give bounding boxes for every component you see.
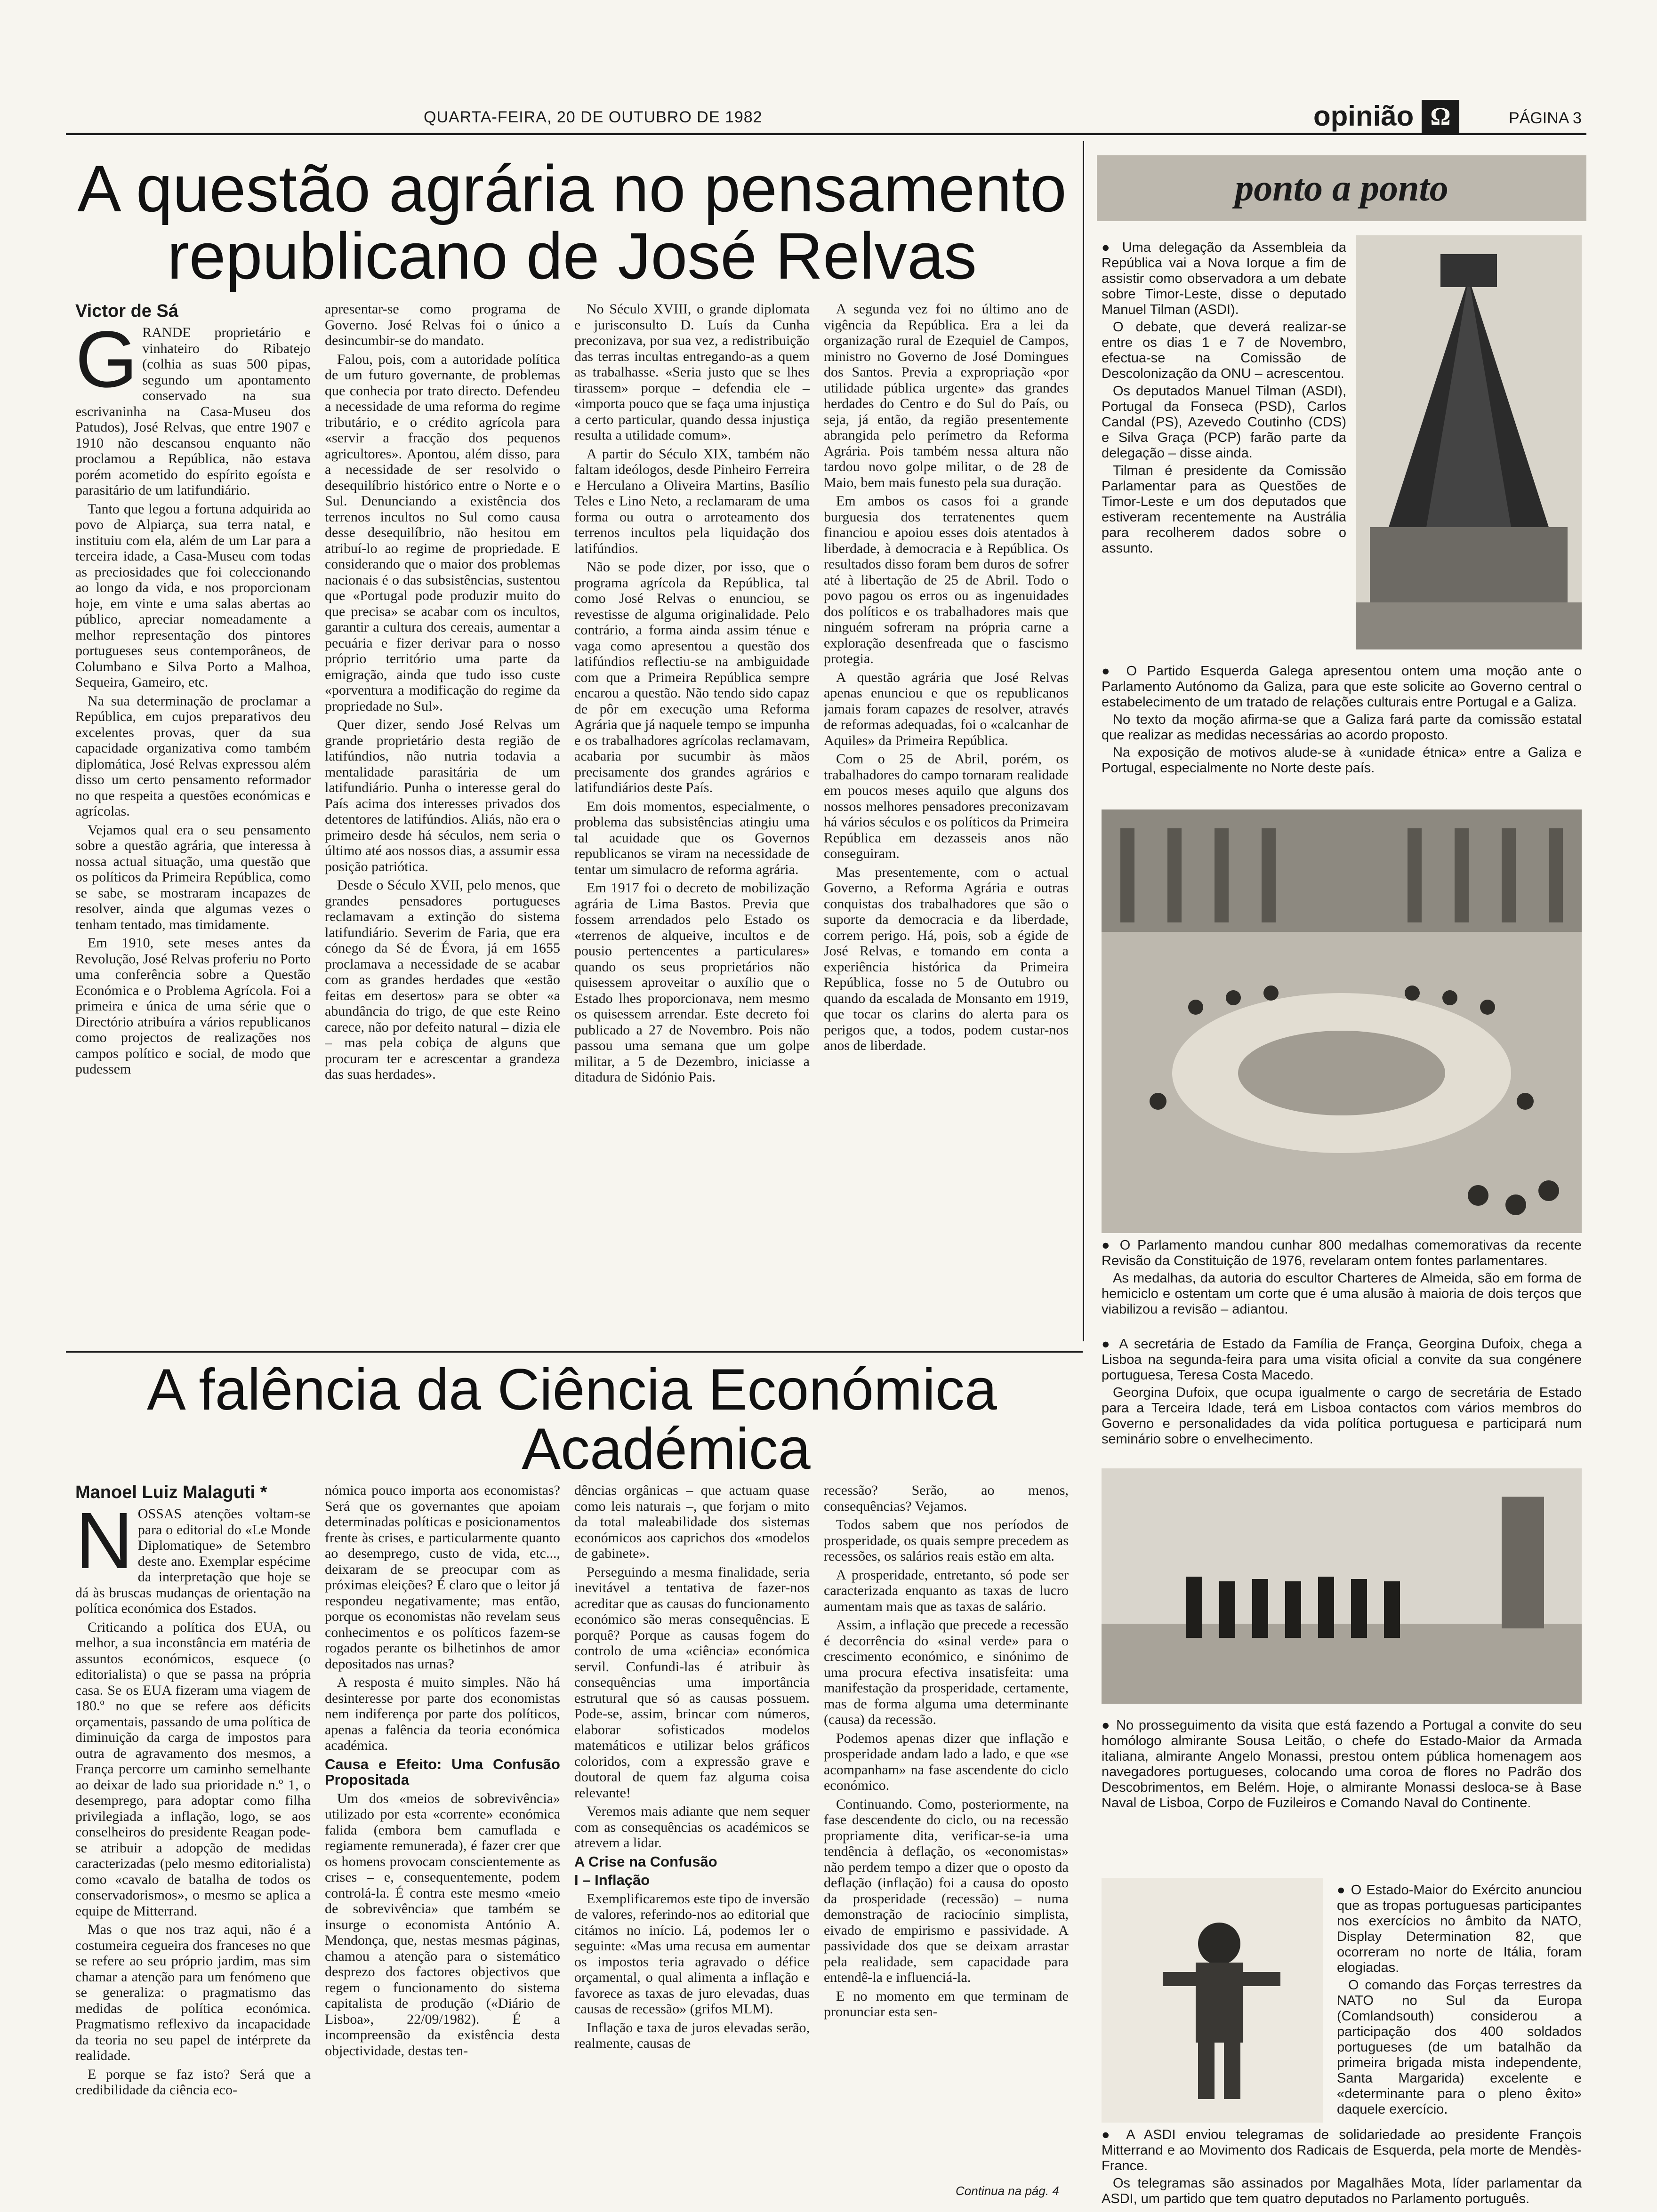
- article1-title-line1: A questão agrária no pensamento: [77, 152, 1067, 225]
- paragraph: ● O Parlamento mandou cunhar 800 medalhas comemorativas da recente Revisão da Constituição de 1976, revelaram ontem fontes parlamentares.: [1102, 1238, 1582, 1268]
- ceremony-photo-icon: [1102, 1468, 1582, 1704]
- monument-photo-icon: [1356, 235, 1582, 649]
- section-logo-icon: Ω: [1422, 100, 1459, 133]
- paragraph: ● Uma delegação da Assembleia da República vai a Nova Iorque a fim de assistir como observadora a um debate sobre Timor-Leste, disse o deputado Manuel Tilman (ASDI).: [1102, 240, 1346, 317]
- paragraph: Em 1910, sete meses antes da Revolução, José Relvas proferiu no Porto uma conferência sobre a Questão Económica e o Problema Agrícola. Foi a primeira e única de uma série que o Directório atribuíra a vários republicanos como projectos de realizações nos campos político e social, de modo que pudessem: [75, 935, 311, 1077]
- article2-column-4: [824, 1483, 1069, 2179]
- photo-parliament: [1102, 809, 1582, 1233]
- parliament-photo-icon: [1102, 809, 1582, 1233]
- paragraph: ● O Partido Esquerda Galega apresentou ontem uma moção ante o Parlamento Autónomo da Galiza, para que este solicite ao Governo central o estabelecimento de um tratado de relações culturais entre Portugal e a Galiza.: [1102, 664, 1582, 710]
- paragraph: Falou, pois, com a autoridade política de um futuro governante, de problemas que conhecia por trato directo. Defendeu a necessidade de uma reforma do regime tributário, e o crédito agrícola para «servir a fracção dos pequenos agricultores». Apontou, além disso, para a necessidade de ser resolvido o desequilíbrio histórico entre o Norte e o Sul. Denunciando a existência dos terrenos incultos no Sul como causa desse desequilíbrio, não hesitou em atribuí-lo ao regime de propriedade. E considerando que o maior dos problemas nacionais é o das subsistências, sustentou que «Portugal pode produzir muito do que precisa» se acabar com os incultos, garantir a cultura dos cereais, aumentar a pecuária e fizer derivar para o nosso próprio território uma parte da emigração, ainda que tudo isso custe «porventura a modificação do regime da propriedade no Sul».: [325, 351, 560, 714]
- photo-parachutist: [1102, 1878, 1323, 2123]
- subheading: Causa e Efeito: Uma Confusão Propositada: [325, 1755, 560, 1788]
- paragraph: Quer dizer, sendo José Relvas um grande proprietário desta região de latifúndios, não nutria todavia a mentalidade parasitária de um latifundiário. Punha o interesse geral do País acima dos interesses privados dos detentores de latifúndios. Aliás, não era o primeiro desde há séculos, nem seria o último até aos nossos dias, a assumir essa posição patriótica.: [325, 717, 560, 874]
- section-name: opinião: [1313, 100, 1414, 132]
- article1-title-line2: republicano de José Relvas: [167, 218, 977, 293]
- paragraph: ● A ASDI enviou telegramas de solidariedade ao presidente François Mitterrand e ao Movimento dos Radicais de Esquerda, pela morte de Mendès-France.: [1102, 2127, 1582, 2173]
- paragraph: Podemos apenas dizer que inflação e prosperidade andam lado a lado, e que «se acompanham» na fase ascendente do ciclo económico.: [824, 1730, 1069, 1793]
- paragraph: A resposta é muito simples. Não há desinteresse por parte dos economistas nem indiferença por parte dos políticos, apenas a falência da teoria económica académica.: [325, 1675, 560, 1753]
- sidebar-item-1: [1102, 240, 1346, 645]
- paragraph: nómica pouco importa aos economistas? Será que os governantes que apoiam determinadas políticas e posicionamentos frente às crises, e particularmente quanto ao desemprego, custo de vida, etc..., deixaram de se preocupar com as próximas eleições? É claro que o leitor já respondeu negativamente; mas então, porque os economistas não revelam seus conhecimentos e os políticos fazem-se rogados perante os bilhetinhos de amor depositados nas urnas?: [325, 1483, 560, 1672]
- paragraph: ● O Estado-Maior do Exército anunciou que as tropas portuguesas participantes nos exercícios no âmbito da NATO, Display Determination 82, que ocorreram no norte de Itália, foram elogiadas.: [1337, 1883, 1582, 1975]
- article-separator: [66, 1351, 1083, 1353]
- paragraph: dências orgânicas – que actuam quase como leis naturais –, que forjam o mito da total maleabilidade dos sistemas económicos aos caprichos dos «modelos de gabinete».: [574, 1483, 810, 1561]
- paragraph: RANDE proprietário e vinhateiro do Ribatejo (colhia as suas 500 pipas, segundo um apontamento conservado na sua escrivaninha na Casa-Museu dos Patudos), José Relvas, que entre 1907 e 1910 não descansou enquanto não proclamou a República, não estava porém acometido do espírito egoísta e parasitário de um latifundiário.: [75, 325, 311, 498]
- paragraph: Vejamos qual era o seu pensamento sobre a questão agrária, que interessa à nossa actual situação, uma questão que os políticos da Primeira República, como se sabe, se mostraram incapazes de resolver, ainda que algumas vezes o tenham tentado, mas timidamente.: [75, 822, 311, 932]
- paragraph: Exemplificaremos este tipo de inversão de valores, referindo-nos ao editorial que citámos no início. Lá, podemos ler o seguinte: «Mas uma recusa em aumentar os impostos teria agravado o défice orçamental, o qual alimenta a inflação e favorece as taxas de juro elevadas, duas causas de recessão» (grifos MLM).: [574, 1891, 810, 2017]
- article2-title-line2: Académica: [522, 1417, 811, 1482]
- paragraph: Um dos «meios de sobrevivência» utilizado por esta «corrente» económica falida (embora bem camuflada e regiamente remunerada), é fazer crer que os homens provocam conscientemente as crises – e, consequentemente, podem controlá-la. É contra este mesmo «meio de sobrevivência» que também se insurge o economista António A. Mendonça, que, nestas mesmas páginas, chamou a atenção para o sistemático desprezo dos factores objectivos que regem o funcionamento do sistema capitalista de produção («Diário de Lisboa», 22/09/1982). É a incompreensão da existência desta objectividade, destas ten-: [325, 1790, 560, 2059]
- article1-column-4: [824, 301, 1069, 1346]
- bullet-icon: ●: [1337, 1883, 1351, 1898]
- article2-column-1: [75, 1506, 311, 2203]
- paragraph: A segunda vez foi no último ano de vigência da República. Era a lei da organização rural de Ezequiel de Campos, ministro no Governo de José Domingues dos Santos. Previa a expropriação «por utilidade pública urgente» das grandes herdades do Centro e do Sul do País, ou seja, já então, da região presentemente abrangida pelo perímetro da Reforma Agrária. Pois também nessa altura não tardou novo golpe militar, o de 28 de Maio, bem mais funesto pela sua duração.: [824, 301, 1069, 490]
- sidebar-title: ponto a ponto: [1235, 168, 1448, 209]
- paragraph: Tilman é presidente da Comissão Parlamentar para as Questões de Timor-Leste e um dos deputados que estiveram recentemente na Austrália para recolherem dados sobre o assunto.: [1102, 463, 1346, 556]
- dropcap: N: [75, 1506, 133, 1586]
- parachutist-photo-icon: [1102, 1878, 1323, 2123]
- paragraph: Perseguindo a mesma finalidade, seria inevitável a tentativa de fazer-nos acreditar que as causas do funcionamento económico são meras consequências. E porquê? Porque as causas fogem do controlo de uma «ciência» económica servil. Confundi-las é atribuir às consequências uma importância estrutural que só as causas possuem. Pode-se, assim, brincar com números, elaborar sofisticados modelos matemáticos e utilizar belos gráficos coloridos, com a expressão grave e doutoral de quem faz alguma coisa relevante!: [574, 1564, 810, 1801]
- paragraph: Tanto que legou a fortuna adquirida ao povo de Alpiarça, sua terra natal, e instituiu com ela, além de um Lar para a terceira idade, a Casa-Museu com todas as preciosidades que foi coleccionando ao longo da vida, e nos proporcionam hoje, em vinte e uma salas abertas ao público, apreciar nomeadamente a melhor representação dos pintores portugueses seus contemporâneos, de Columbano e Silva Porto a Malhoa, Sequeira, Gameiro, etc.: [75, 501, 311, 690]
- paragraph: A prosperidade, entretanto, só pode ser caracterizada enquanto as taxas de lucro aumentam mais que as taxas de salário.: [824, 1567, 1069, 1614]
- paragraph: Georgina Dufoix, que ocupa igualmente o cargo de secretária de Estado para a Terceira Idade, terá em Lisboa contactos com vários membros do Governo e personalidades da vida política portuguesa e participará num seminário sobre o envelhecimento.: [1102, 1385, 1582, 1447]
- paragraph: apresentar-se como programa de Governo. José Relvas foi o único a desincumbir-se do mandato.: [325, 301, 560, 348]
- paragraph: A partir do Século XIX, também não faltam ideólogos, desde Pinheiro Ferreira e Herculano a Oliveira Martins, Basílio Teles e Lino Neto, a reclamaram de uma forma ou outra o arroteamento dos terrenos incultos pela liquidação dos latifúndios.: [574, 446, 810, 556]
- sidebar-item-3: [1102, 1238, 1582, 1327]
- article2-author: Manoel Luiz Malaguti *: [75, 1483, 267, 1502]
- article1-column-2: [325, 301, 560, 1346]
- paragraph: Na exposição de motivos alude-se à «unidade étnica» entre a Galiza e Portugal, especialmente no Norte deste país.: [1102, 745, 1582, 776]
- paragraph: O debate, que deverá realizar-se entre os dias 1 e 7 de Novembro, efectua-se na Comissão de Descolonização da ONU – acrescentou.: [1102, 320, 1346, 381]
- paragraph: Os telegramas são assinados por Magalhães Mota, líder parlamentar da ASDI, um partido que tem quatro deputados no Parlamento português.: [1102, 2176, 1582, 2206]
- paragraph: Mas o que nos traz aqui, não é a costumeira cegueira dos franceses no que se refere ao seu próprio jardim, mas sim chamar a atenção para um fenómeno que se generaliza: o pragmatismo das medidas de política económica. Pragmatismo reflexivo da incapacidade da teoria no seu papel de intérprete da realidade.: [75, 1922, 311, 2063]
- paragraph: Todos sabem que nos períodos de prosperidade, os quais sempre precedem as recessões, os salários reais estão em alta.: [824, 1517, 1069, 1564]
- bullet-icon: ●: [1102, 664, 1126, 679]
- bullet-icon: ●: [1102, 2127, 1126, 2142]
- paragraph: Criticando a política dos EUA, ou melhor, a sua inconstância em matéria de assuntos económicos, esquece (o editorialista) o que se passa na própria casa. Se os EUA fizeram uma viagem de 180.º no que se refere aos déficits orçamentais, passando de uma política de diminuição da carga de impostos para outra de agravamento dos mesmos, a França percorre um caminho semelhante ao deixar de lado sua prioridade n.º 1, o desemprego, para adoptar como filha privilegiada a inflação, logo, se aos conselheiros do presidente Reagan pode-se atribuir a adopção de medidas caracterizadas (pelo mesmo editorialista) como «cavalo de batalha de todos os conservadorismos», o mesmo se aplica a equipe de Mitterrand.: [75, 1619, 311, 1919]
- paragraph: Mas presentemente, com o actual Governo, a Reforma Agrária e outras conquistas dos trabalhadores que são o suporte da democracia e da liberdade, correm perigo. Há, pois, sob a égide de José Relvas, e tomando em conta a experiência histórica da Primeira República, fosse no 5 de Outubro ou quando da escalada de Monsanto em 1919, que tocar os clarins do alerta para os perigos que, a todos, podem custar-nos anos de liberdade.: [824, 864, 1069, 1053]
- photo-ceremony: [1102, 1468, 1582, 1704]
- subheading: A Crise na Confusão: [574, 1853, 717, 1870]
- paragraph: Continuando. Como, posteriormente, na fase descendente do ciclo, ou na recessão propriamente dita, verificar-se-ia uma tendência à deflação, os «economistas» não perdem tempo a dizer que o oposto da deflação (inflação) foi a causa do oposto da prosperidade (recessão) – numa demonstração de raciocínio simplista, eivado de empirismo e passividade. A passividade dos que se deixam arrastar pela realidade, sem capacidade para entendê-la e influenciá-la.: [824, 1796, 1069, 1985]
- paragraph: Em ambos os casos foi a grande burguesia dos terratenentes quem financiou e apoiou esses dois atentados à liberdade, à democracia e à República. Os resultados disso foram bem duros de sofrer até à libertação de 25 de Abril. Todo o povo pagou os erros ou as ingenuidades dos políticos e os trabalhadores mais que ninguém sofreram na própria carne a exploração desenfreada que o fascismo protegia.: [824, 493, 1069, 666]
- page-date: QUARTA-FEIRA, 20 DE OUTUBRO DE 1982: [424, 108, 763, 126]
- article1-column-3: [574, 301, 810, 1346]
- paragraph: Inflação e taxa de juros elevadas serão, realmente, causas de: [574, 2020, 810, 2051]
- paragraph: OSSAS atenções voltam-se para o editorial do «Le Monde Diplomatique» de Setembro deste ano. Exemplar espécime da interpretação que hoje se dá às bruscas mudanças de orientação na política económica dos Estados.: [75, 1506, 311, 1616]
- sidebar-item-4: [1102, 1337, 1582, 1468]
- bullet-icon: ●: [1102, 1238, 1120, 1253]
- paragraph: O comando das Forças terrestres da NATO no Sul da Europa (Comlandsouth) considerou a participação dos 400 soldados portugueses (de um batalhão da primeira brigada mista independente, Santa Margarida) excelente e «determinante para o pleno êxito» daquele exercício.: [1337, 1978, 1582, 2117]
- article1-author: Victor de Sá: [75, 301, 178, 321]
- page-number: PÁGINA 3: [1509, 109, 1582, 127]
- sidebar-item-2: [1102, 664, 1582, 805]
- bullet-icon: ●: [1102, 240, 1122, 255]
- article1-column-1: [75, 325, 311, 1346]
- paragraph: Em dois momentos, especialmente, o problema das subsistências atingiu uma tal acuidade que os Governos republicanos se viram na necessidade de tentar um simulacro de reforma agrária.: [574, 798, 810, 877]
- paragraph: recessão? Serão, ao menos, consequências? Vejamos.: [824, 1483, 1069, 1514]
- sidebar-item-5: [1102, 1718, 1582, 1887]
- paragraph: Desde o Século XVII, pelo menos, que grandes pensadores portugueses reclamavam a extinção do sistema latifundiário. Severim de Faria, que era cónego da Sé de Évora, já em 1655 proclamava a necessidade de se acabar com as grandes herdades que «estão feitas em desertos» para se obter «a abundância do trigo, de que este Reino carece, não por defeito natural – dizia ele – mas pela cobiça de alguns que procuram ter e acrescentar a grandeza das suas herdades».: [325, 877, 560, 1082]
- paragraph: No texto da moção afirma-se que a Galiza fará parte da comissão estatal que realizar as medidas necessárias ao acordo proposto.: [1102, 712, 1582, 743]
- bullet-icon: ●: [1102, 1718, 1117, 1733]
- sidebar-title-box: [1097, 155, 1586, 221]
- paragraph: ● No prosseguimento da visita que está fazendo a Portugal a convite do seu homólogo almirante Sousa Leitão, o chefe do Estado-Maior da Armada italiana, almirante Angelo Monassi, prestou ontem pública homenagem aos navegadores portugueses, colocando uma coroa de flores no Padrão dos Descobrimentos, em Belém. Hoje, o almirante Monassi desloca-se à Base Naval de Lisboa, Corpo de Fuzileiros e Comando Naval do Continente.: [1102, 1718, 1582, 1811]
- sidebar-item-6: [1337, 1883, 1582, 2123]
- paragraph: Na sua determinação de proclamar a República, em cujos preparativos deu excelentes provas, quer da sua capacidade organizativa como também diplomática, José Relvas expressou além disso um certo pensamento reformador no que respeita a questões económicas e agrícolas.: [75, 693, 311, 819]
- article2-column-2: [325, 1483, 560, 2203]
- paragraph: Assim, a inflação que precede a recessão é decorrência do «sinal verde» para o crescimento económico, e sinónimo de uma procura efectiva insatisfeita: uma manifestação da prosperidade, certamente, mas de forma alguma uma determinante (causa) da recessão.: [824, 1617, 1069, 1727]
- paragraph: No Século XVIII, o grande diplomata e jurisconsulto D. Luís da Cunha preconizava, por sua vez, a redistribuição das terras incultas entregando-as a quem as trabalhasse. «Seria justo que se lhes tirassem» porque – defendia ele – «importa pouco que se faça uma injustiça a certo particular, quando dessa injustiça resulta a utilidade comum».: [574, 301, 810, 443]
- subheading: I – Inflação: [574, 1872, 650, 1888]
- paragraph: E porque se faz isto? Será que a credibilidade da ciência eco-: [75, 2066, 311, 2098]
- article2-title: [66, 1357, 1078, 1482]
- article2-column-3: [574, 1483, 810, 2203]
- article1-title: [66, 152, 1078, 293]
- paragraph: Não se pode dizer, por isso, que o programa agrícola da República, tal como José Relvas o enunciou, se revestisse de alguma originalidade. Pelo contrário, a forma ainda assim ténue e vaga como apresentou a questão dos latifúndios reflectiu-se na ambiguidade com que a Primeira República sempre encarou a questão. Não tendo sido capaz de pôr em execução uma Reforma Agrária que já naquele tempo se impunha e os trabalhadores agrícolas reclamavam, acabaria por sucumbir às mãos precisamente dos grandes agrários e latifundiários deste País.: [574, 559, 810, 795]
- paragraph: Os deputados Manuel Tilman (ASDI), Portugal da Fonseca (PSD), Carlos Candal (PS), Azevedo Coutinho (CDS) e Silva Graça (PCP) farão parte da delegação – disse ainda.: [1102, 384, 1346, 461]
- sidebar-item-7: [1102, 2127, 1582, 2207]
- paragraph: E no momento em que terminam de pronunciar esta sen-: [824, 1988, 1069, 2020]
- paragraph: Veremos mais adiante que nem sequer com as consequências os académicos se atrevem a lidar.: [574, 1803, 810, 1851]
- bullet-icon: ●: [1102, 1337, 1119, 1352]
- article2-title-line1: A falência da Ciência Económica: [147, 1357, 997, 1422]
- paragraph: Com o 25 de Abril, porém, os trabalhadores do campo tornaram realidade em poucos meses aquilo que alguns dos nossos melhores pensadores preconizavam há vários séculos e os políticos da Primeira República em dezasseis anos não conseguiram.: [824, 751, 1069, 861]
- continued-note: Continua na pág. 4: [956, 2184, 1059, 2198]
- paragraph: ● A secretária de Estado da Família de França, Georgina Dufoix, chega a Lisboa na segunda-feira para uma visita oficial a convite da sua congénere portuguesa, Teresa Costa Macedo.: [1102, 1337, 1582, 1383]
- header-rule: [66, 133, 1586, 135]
- paragraph: Em 1917 foi o decreto de mobilização agrária de Lima Bastos. Previa que fossem arrendados pelo Estado os «terrenos de alqueive, incultos e de pousio pertencentes a particulares» quando os seus proprietários não quisessem aproveitar o auxílio que o Estado lhes proporcionava, nem mesmo os quisessem arrendar. Este decreto foi publicado a 27 de Novembro. Pois não passou uma semana que um golpe militar, a 5 de Dezembro, iniciasse a ditadura de Sidónio Pais.: [574, 880, 810, 1085]
- dropcap: G: [75, 325, 138, 404]
- photo-monument: [1356, 235, 1582, 649]
- column-divider: [1083, 141, 1084, 1341]
- paragraph: A questão agrária que José Relvas apenas enunciou e que os republicanos jamais foram capazes de resolver, através de reformas adequadas, foi o «calcanhar de Aquiles» da Primeira República.: [824, 669, 1069, 748]
- paragraph: As medalhas, da autoria do escultor Charteres de Almeida, são em forma de hemiciclo e ostentam um corte que é uma alusão à maioria de dois terços que viabilizou a revisão – adiantou.: [1102, 1271, 1582, 1317]
